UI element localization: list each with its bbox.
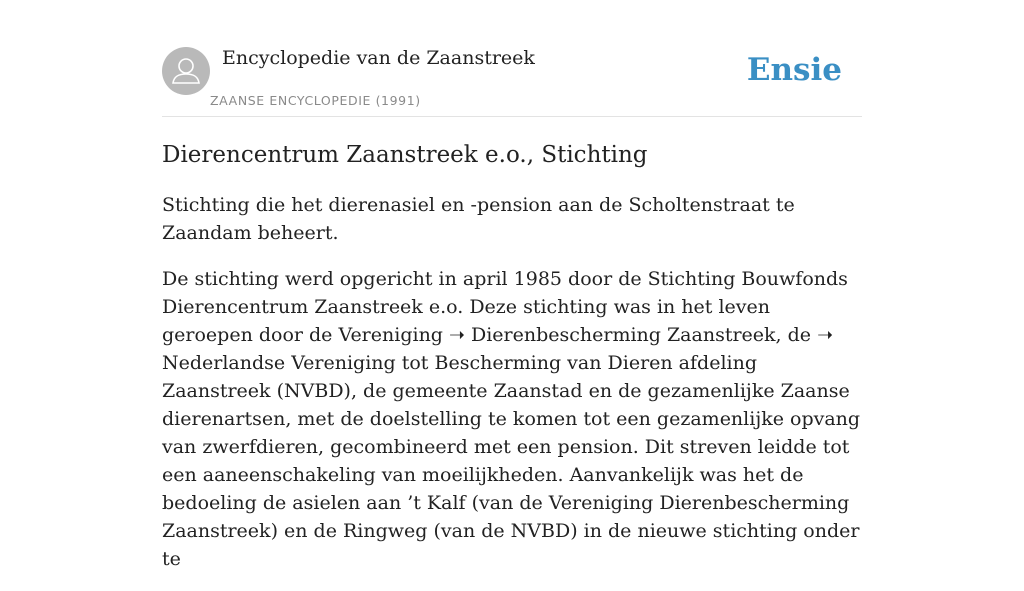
source-subtitle: ZAANSE ENCYCLOPEDIE (1991): [210, 93, 421, 108]
brand-logo[interactable]: Ensie: [746, 52, 842, 88]
article-paragraph: Stichting die het dierenasiel en -pension aan de Scholtenstraat te Zaandam beheert.: [162, 194, 795, 244]
article: [162, 138, 862, 591]
article-title: Dierencentrum Zaanstreek e.o., Stichting: [162, 142, 648, 168]
source-header: [162, 46, 862, 117]
user-avatar-icon[interactable]: [162, 47, 210, 95]
article-paragraph: De stichting werd opgericht in april 1985 door de Stichting Bouwfonds Dierencentrum Zaanstreek e.o. Deze stichting was in het leven geroepen door de Vereniging ➝ Dierenbescherming Zaanstreek, de ➝ Nederlandse Vereniging tot Bescherming van Dieren afdeling Zaanstreek (NVBD), de gemeente Zaanstad en de gezamenlijke Zaanse dierenartsen, met de doelstelling te komen tot een gezamenlijke opvang van zwerfdieren, gecombineerd met een pension. Dit streven leidde tot een aaneenschakeling van moeilijkheden. Aanvankelijk was het de bedoeling de asielen aan ’t Kalf (van de Vereniging Dierenbescherming Zaanstreek) en de Ringweg (van de NVBD) in de nieuwe stichting onder te: [162, 268, 861, 570]
source-title[interactable]: Encyclopedie van de Zaanstreek: [222, 47, 535, 69]
